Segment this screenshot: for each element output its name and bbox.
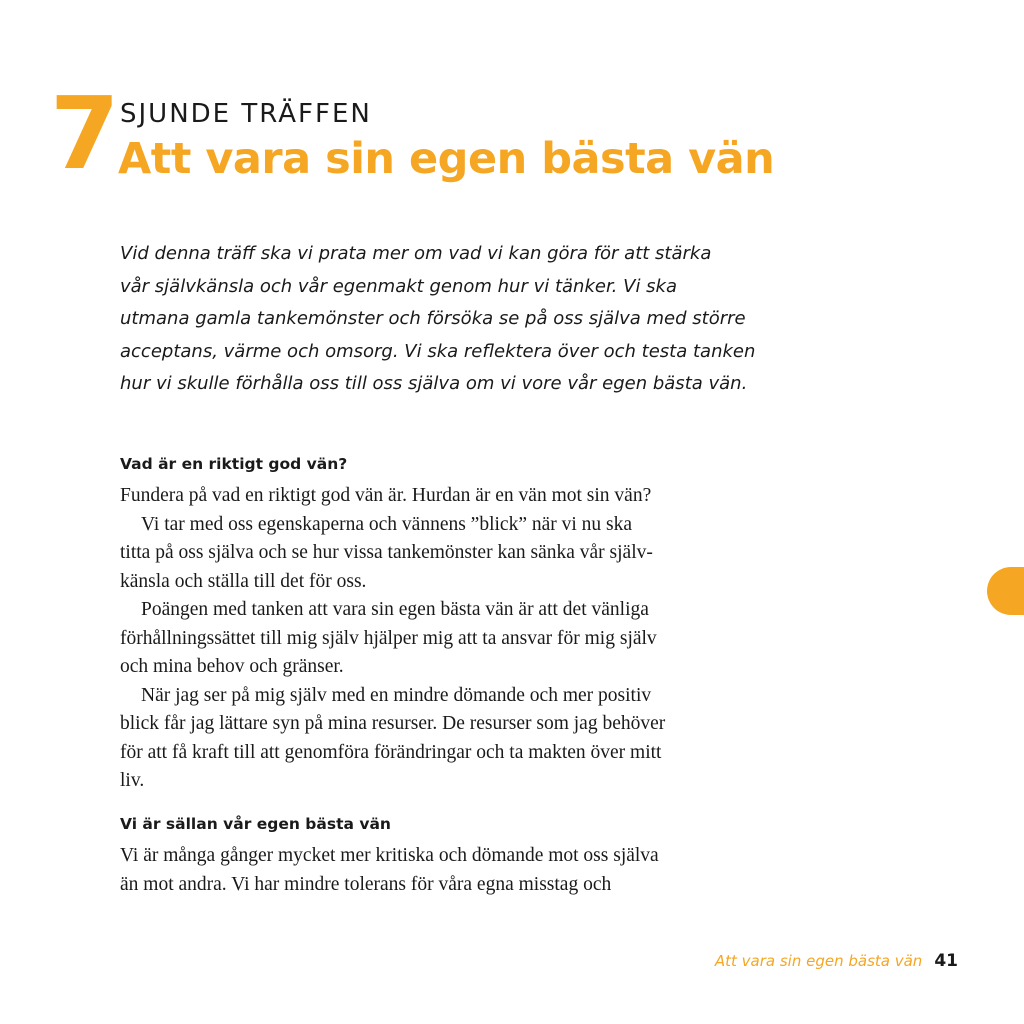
section-body-good-friend (120, 482, 780, 796)
body-line: för att få kraft till att genomföra förändringar och ta makten över mitt (120, 741, 662, 763)
intro-line: acceptans, värme och omsorg. Vi ska reflektera över och testa tanken (120, 340, 756, 362)
intro-paragraph (120, 238, 760, 401)
chapter-title: Att vara sin egen bästa vän (118, 134, 775, 184)
body-line: känsla och ställa till det för oss. (120, 570, 367, 592)
intro-line: Vid denna träff ska vi prata mer om vad vi kan göra för att stärka (120, 243, 712, 264)
body-line: och mina behov och gränser. (120, 656, 344, 677)
body-line: Fundera på vad en riktigt god vän är. Hurdan är en vän mot sin vän? (120, 485, 652, 506)
body-line: När jag ser på mig själv med en mindre dömande och mer positiv (141, 684, 652, 706)
chapter-side-tab (987, 567, 1024, 615)
chapter-number: 7 (50, 75, 118, 192)
body-line: än mot andra. Vi har mindre tolerans för våra egna misstag och (120, 873, 612, 895)
intro-line: utmana gamla tankemönster och försöka se på oss själva med större (120, 308, 746, 329)
body-line: titta på oss själva och se hur vissa tankemönster kan sänka vår själv- (120, 542, 653, 563)
intro-line: vår självkänsla och vår egenmakt genom hur vi tänker. Vi ska (120, 275, 677, 297)
body-line: liv. (120, 770, 145, 791)
chapter-kicker: SJUNDE TRÄFFEN (120, 99, 372, 129)
body-line: Vi tar med oss egenskaperna och vännens ”blick” när vi nu ska (141, 513, 633, 535)
page-footer (715, 953, 958, 970)
intro-line: hur vi skulle förhålla oss till oss själva om vi vore vår egen bästa vän. (120, 373, 748, 394)
page-number: 41 (934, 951, 958, 971)
body-line: Poängen med tanken att vara sin egen bästa vän är att det vänliga (141, 599, 649, 620)
body-line: förhållningssättet till mig själv hjälper mig att ta ansvar för mig själv (120, 627, 657, 649)
running-title: Att vara sin egen bästa vän (714, 952, 923, 970)
body-line: blick får jag lättare syn på mina resurser. De resurser som jag behöver (120, 713, 666, 734)
section-body-rarely-best-friend (120, 842, 780, 899)
section-heading-good-friend: Vad är en riktigt god vän? (120, 455, 348, 473)
section-heading-rarely-best-friend: Vi är sällan vår egen bästa vän (120, 815, 391, 833)
body-line: Vi är många gånger mycket mer kritiska och dömande mot oss själva (120, 845, 659, 866)
